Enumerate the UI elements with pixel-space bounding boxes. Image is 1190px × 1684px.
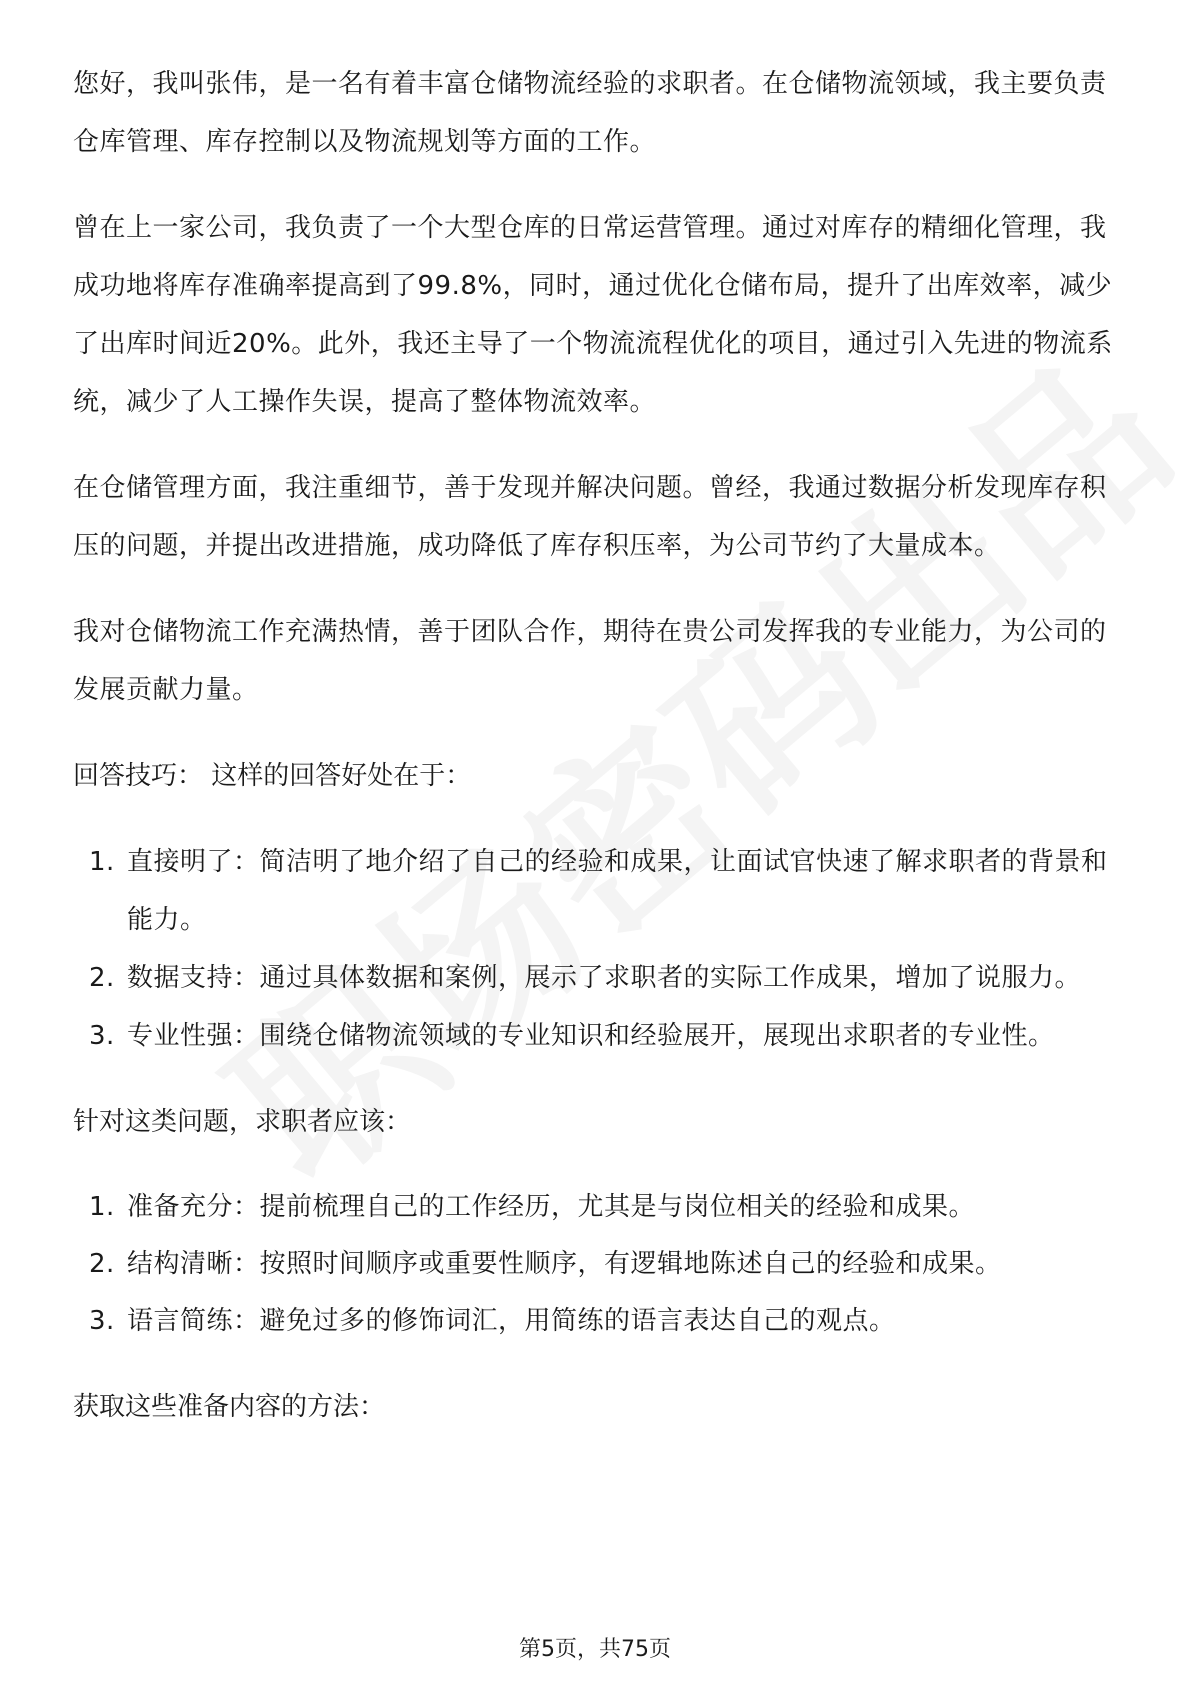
- list-number: 1.: [89, 847, 115, 877]
- tips-heading: 回答技巧： 这样的回答好处在于：: [73, 761, 472, 791]
- list-item: [73, 1179, 1123, 1236]
- list-text: 专业性强：围绕仓储物流领域的专业知识和经验展开，展现出求职者的专业性。: [127, 1021, 1055, 1051]
- list-number: 3.: [89, 1306, 115, 1336]
- list-text: 数据支持：通过具体数据和案例，展示了求职者的实际工作成果，增加了说服力。: [127, 963, 1082, 993]
- list-item: [73, 833, 1123, 949]
- paragraph-intro: 您好，我叫张伟，是一名有着丰富仓储物流经验的求职者。在仓储物流领域，我主要负责仓库管理、库存控制以及物流规划等方面的工作。: [73, 69, 1107, 157]
- paragraph-management: 在仓储管理方面，我注重细节，善于发现并解决问题。曾经，我通过数据分析发现库存积压的问题，并提出改进措施，成功降低了库存积压率，为公司节约了大量成本。: [73, 473, 1107, 561]
- list-text: 准备充分：提前梳理自己的工作经历，尤其是与岗位相关的经验和成果。: [127, 1192, 976, 1222]
- list-number: 3.: [89, 1021, 115, 1051]
- list-number: 2.: [89, 963, 115, 993]
- list-text: 结构清晰：按照时间顺序或重要性顺序，有逻辑地陈述自己的经验和成果。: [127, 1249, 1002, 1279]
- list-item: [73, 949, 1123, 1007]
- list-number: 2.: [89, 1249, 115, 1279]
- page-footer: 第5页，共75页: [519, 1637, 671, 1662]
- methods-heading: 获取这些准备内容的方法：: [73, 1392, 386, 1422]
- list-item: [73, 1007, 1123, 1065]
- paragraph-closing: 我对仓储物流工作充满热情，善于团队合作，期待在贵公司发挥我的专业能力，为公司的发展贡献力量。: [73, 617, 1107, 705]
- document-body: [73, 55, 1123, 1464]
- list-text: 语言简练：避免过多的修饰词汇，用简练的语言表达自己的观点。: [127, 1306, 896, 1336]
- paragraph-experience: 曾在上一家公司，我负责了一个大型仓库的日常运营管理。通过对库存的精细化管理，我成功地将库存准确率提高到了99.8%，同时，通过优化仓储布局，提升了出库效率，减少了出库时间近20%。此外，我还主导了一个物流流程优化的项目，通过引入先进的物流系统，减少了人工操作失误，提高了整体物流效率。: [73, 213, 1113, 417]
- list-number: 1.: [89, 1192, 115, 1222]
- advice-heading: 针对这类问题，求职者应该：: [73, 1107, 412, 1137]
- list-item: [73, 1293, 1123, 1350]
- list-text: 直接明了：简洁明了地介绍了自己的经验和成果，让面试官快速了解求职者的背景和能力。: [127, 847, 1108, 935]
- tips-list: [73, 833, 1123, 1065]
- advice-list: [73, 1179, 1123, 1350]
- list-item: [73, 1236, 1123, 1293]
